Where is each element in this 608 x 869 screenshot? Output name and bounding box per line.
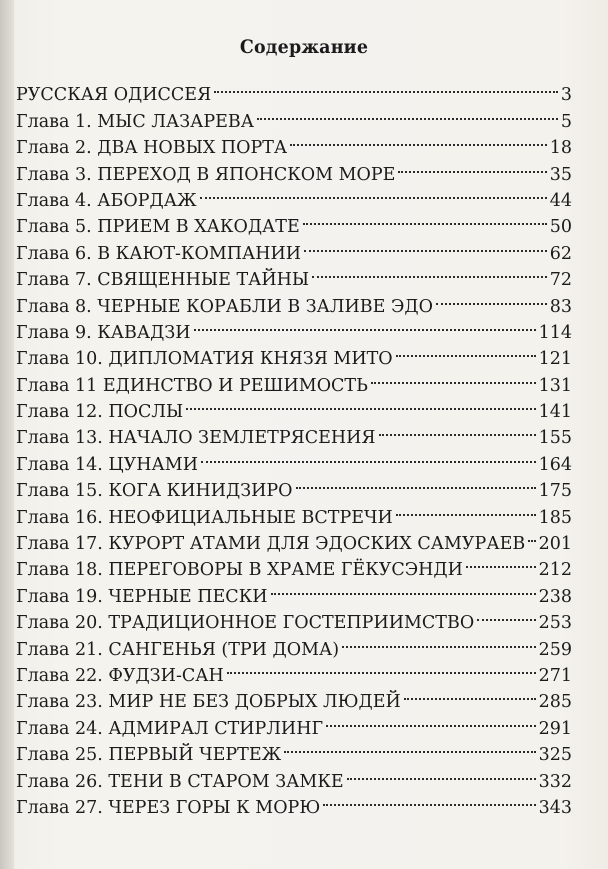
- dot-leader: [227, 655, 536, 681]
- toc-entry-title: Глава 23. МИР НЕ БЕЗ ДОБРЫХ ЛЮДЕЙ: [16, 692, 401, 713]
- toc-entry-title: Глава 7. СВЯЩЕННЫЕ ТАЙНЫ: [16, 270, 310, 291]
- dot-leader: [271, 575, 536, 601]
- toc-entry-page-number: 121: [538, 349, 572, 370]
- toc-entry-page-number: 35: [549, 164, 572, 185]
- toc-entry-page-number: 201: [538, 534, 572, 555]
- toc-entry-page-number: 164: [538, 454, 572, 475]
- toc-entry-page-number: 185: [538, 507, 572, 528]
- toc-entry-title: Глава 17. КУРОРТ АТАМИ ДЛЯ ЭДОСКИХ САМУРАЕВ: [16, 534, 526, 555]
- toc-entry-page-number: 18: [549, 138, 572, 159]
- page-gutter-shadow: [0, 0, 14, 869]
- dot-leader: [342, 628, 536, 654]
- toc-entry-title: Глава 3. ПЕРЕХОД В ЯПОНСКОМ МОРЕ: [16, 164, 396, 185]
- toc-entry-page-number: 285: [538, 692, 572, 713]
- toc-entry-page-number: 343: [538, 797, 572, 818]
- toc-entry-page-number: 62: [549, 243, 572, 264]
- toc-entry-title: Глава 20. ТРАДИЦИОННОЕ ГОСТЕПРИИМСТВО: [16, 613, 475, 634]
- toc-entry-title: Глава 1. МЫС ЛАЗАРЕВА: [16, 111, 255, 132]
- toc-entry-title: Глава 12. ПОСЛЫ: [16, 402, 184, 423]
- table-of-contents: [16, 74, 572, 818]
- toc-entry-title: Глава 27. ЧЕРЕЗ ГОРЫ К МОРЮ: [16, 797, 321, 818]
- toc-entry-page-number: 332: [538, 771, 572, 792]
- toc-entry-title: Глава 15. КОГА КИНИДЗИРО: [16, 481, 293, 502]
- toc-entry-page-number: 253: [538, 613, 572, 634]
- toc-entry-title: Глава 19. ЧЕРНЫЕ ПЕСКИ: [16, 586, 268, 607]
- toc-entry-page-number: 141: [538, 402, 572, 423]
- toc-entry-title: Глава 22. ФУДЗИ-САН: [16, 665, 224, 686]
- dot-leader: [528, 523, 535, 549]
- toc-entry-page-number: 212: [538, 560, 572, 581]
- dot-leader: [284, 734, 535, 760]
- toc-entry-page-number: 83: [549, 296, 572, 317]
- dot-leader: [304, 232, 547, 258]
- dot-leader: [379, 417, 536, 443]
- toc-entry-page-number: 72: [549, 270, 572, 291]
- dot-leader: [312, 259, 547, 285]
- toc-entry-page-number: 131: [538, 375, 572, 396]
- dot-leader: [200, 180, 547, 206]
- dot-leader: [296, 470, 536, 496]
- toc-entry: [16, 74, 572, 106]
- dot-leader: [194, 312, 536, 338]
- toc-entry-page-number: 3: [560, 85, 572, 106]
- toc-entry-page-number: 175: [538, 481, 572, 502]
- dot-leader: [396, 496, 536, 522]
- dot-leader: [326, 707, 536, 733]
- dot-leader: [371, 364, 536, 390]
- toc-entry-title: Глава 6. В КАЮТ-КОМПАНИИ: [16, 243, 302, 264]
- dot-leader: [404, 681, 536, 707]
- page-title: Содержание: [239, 36, 369, 58]
- toc-entry-title: Глава 5. ПРИЕМ В ХАКОДАТЕ: [16, 217, 300, 238]
- toc-entry-page-number: 238: [538, 586, 572, 607]
- toc-entry-page-number: 155: [538, 428, 572, 449]
- dot-leader: [323, 787, 535, 813]
- toc-entry-title: Глава 18. ПЕРЕГОВОРЫ В ХРАМЕ ГЁКУСЭНДИ: [16, 560, 463, 581]
- toc-entry-page-number: 259: [538, 639, 572, 660]
- dot-leader: [477, 602, 535, 628]
- toc-entry-title: Глава 21. САНГЕНЬЯ (ТРИ ДОМА): [16, 639, 340, 660]
- toc-entry-page-number: 44: [549, 190, 572, 211]
- dot-leader: [436, 285, 547, 311]
- toc-entry-title: Глава 25. ПЕРВЫЙ ЧЕРТЕЖ: [16, 745, 282, 766]
- toc-entry-title: Глава 9. КАВАДЗИ: [16, 322, 191, 343]
- dot-leader: [347, 760, 536, 786]
- toc-entry-title: Глава 16. НЕОФИЦИАЛЬНЫЕ ВСТРЕЧИ: [16, 507, 393, 528]
- dot-leader: [257, 100, 558, 126]
- toc-entry-title: Глава 10. ДИПЛОМАТИЯ КНЯЗЯ МИТО: [16, 349, 393, 370]
- toc-entry-page-number: 271: [538, 665, 572, 686]
- toc-entry-page-number: 114: [538, 322, 572, 343]
- dot-leader: [398, 153, 546, 179]
- toc-entry-title: Глава 4. АБОРДАЖ: [16, 190, 197, 211]
- dot-leader: [186, 391, 535, 417]
- toc-entry-title: Глава 11 ЕДИНСТВО И РЕШИМОСТЬ: [16, 375, 368, 396]
- toc-entry-page-number: 291: [538, 718, 572, 739]
- toc-entry-page-number: 325: [538, 745, 572, 766]
- toc-entry-title: Глава 14. ЦУНАМИ: [16, 454, 198, 475]
- toc-entry-title: Глава 24. АДМИРАЛ СТИРЛИНГ: [16, 718, 324, 739]
- dot-leader: [290, 127, 547, 153]
- toc-entry-title: Глава 13. НАЧАЛО ЗЕМЛЕТРЯСЕНИЯ: [16, 428, 376, 449]
- toc-entry-title: Глава 8. ЧЕРНЫЕ КОРАБЛИ В ЗАЛИВЕ ЭДО: [16, 296, 433, 317]
- toc-entry-title: Глава 2. ДВА НОВЫХ ПОРТА: [16, 138, 288, 159]
- toc-entry-title: Глава 26. ТЕНИ В СТАРОМ ЗАМКЕ: [16, 771, 344, 792]
- dot-leader: [214, 74, 558, 100]
- dot-leader: [466, 549, 536, 575]
- toc-entry-title: РУССКАЯ ОДИССЕЯ: [16, 85, 212, 106]
- dot-leader: [303, 206, 547, 232]
- toc-entry-page-number: 50: [549, 217, 572, 238]
- dot-leader: [396, 338, 536, 364]
- dot-leader: [201, 443, 536, 469]
- toc-entry-page-number: 5: [560, 111, 572, 132]
